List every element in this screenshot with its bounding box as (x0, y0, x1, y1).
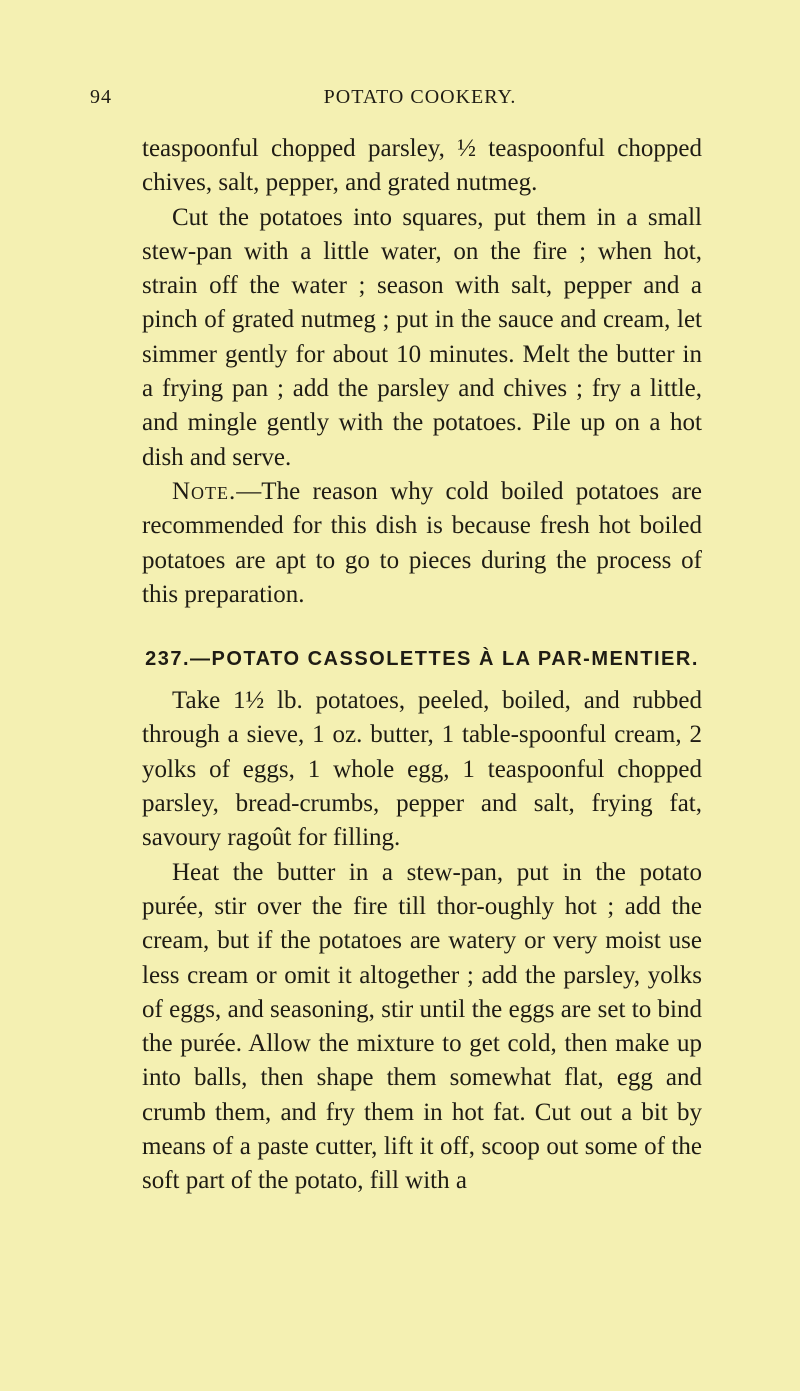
body-text (142, 132, 702, 1199)
continued-ingredients-paragraph: teaspoonful chopped parsley, ½ teaspoonful chopped chives, salt, pepper, and grated nutmeg. (142, 135, 702, 197)
method-paragraph: Cut the potatoes into squares, put them in a small stew-pan with a little water, on the fire ; when hot, strain off the water ; season with salt, pepper and a pinch of grated nutmeg ; put in the sauce and cream, let simmer gently for about 10 minutes. Melt the butter in a frying pan ; add the parsley and chives ; fry a little, and mingle gently with the potatoes. Pile up on a hot dish and serve. (142, 203, 702, 471)
recipe-method-paragraph: Heat the butter in a stew-pan, put in the potato purée, stir over the fire till thor-oughly hot ; add the cream, but if the potatoes are watery or very moist use less cream or omit it altogether ; add the parsley, yolks of eggs, and seasoning, stir until the eggs are set to bind the purée. Allow the mixture to get cold, then make up into balls, then shape them somewhat flat, egg and crumb them, and fry them in hot fat. Cut out a bit by means of a paste cutter, lift it off, scoop out some of the soft part of the potato, fill with a (142, 858, 702, 1195)
recipe-ingredients-paragraph: Take 1½ lb. potatoes, peeled, boiled, and rubbed through a sieve, 1 oz. butter, 1 table-spoonful cream, 2 yolks of eggs, 1 whole egg, 1 teaspoonful chopped parsley, bread-crumbs, pepper and salt, frying fat, savoury ragoût for filling. (142, 687, 702, 852)
note-text: —The reason why cold boiled potatoes are recommended for this dish is because fresh hot boiled potatoes are apt to go to pieces during the process of this preparation. (142, 477, 702, 608)
page-number: 94 (90, 86, 112, 108)
running-title: POTATO COOKERY. (323, 86, 517, 108)
recipe-heading: 237.—POTATO CASSOLETTES À LA PAR-MENTIER. (145, 648, 699, 671)
note-paragraph (142, 475, 702, 612)
note-label: Note. (172, 477, 237, 505)
running-head (90, 86, 730, 116)
